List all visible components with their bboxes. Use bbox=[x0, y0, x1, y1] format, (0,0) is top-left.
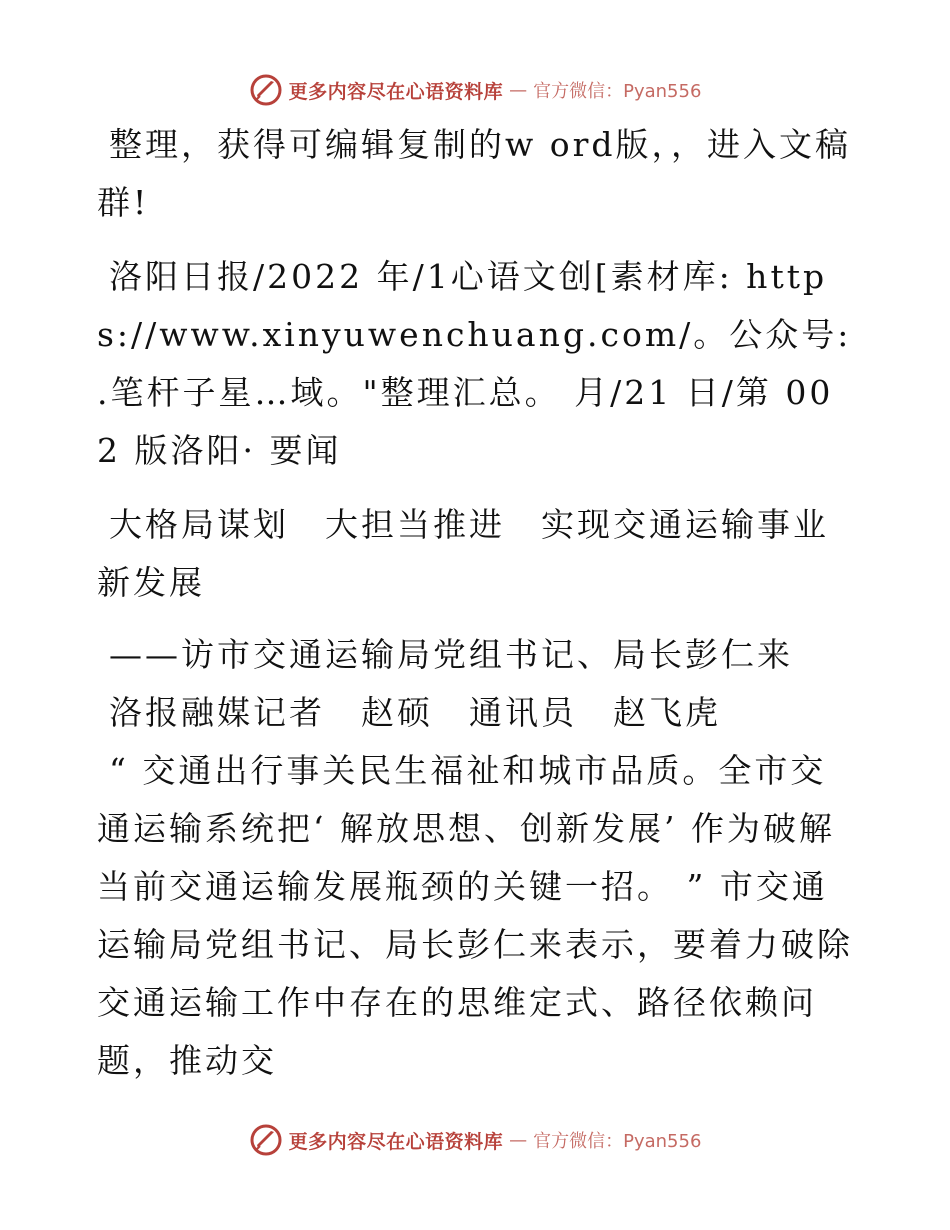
quill-logo-icon bbox=[249, 73, 283, 107]
intro-paragraph: 整理，获得可编辑复制的w ord版，，进入文稿群! bbox=[97, 125, 852, 222]
footer-watermark bbox=[0, 1120, 950, 1160]
document-body bbox=[97, 116, 857, 1090]
watermark-text: 更多内容尽在心语资料库 bbox=[288, 80, 504, 103]
watermark-contact: 官方微信：Pyan556 bbox=[533, 1131, 702, 1152]
watermark-dash: — bbox=[509, 79, 528, 101]
article-title: 大格局谋划 大担当推进 实现交通运输事业新发展 bbox=[97, 505, 829, 602]
watermark-text: 更多内容尽在心语资料库 bbox=[288, 1130, 504, 1153]
source-paragraph: 洛阳日报/2022 年/1心语文创[素材库: https://www.xinyuwenchuang.com/。公众号: .笔杆子星…域。"整理汇总。 月/21 日/第 002 版洛阳· 要闻 bbox=[97, 257, 852, 470]
body-paragraph: “ 交通出行事关民生福祉和城市品质。全市交通运输系统把‘ 解放思想、创新发展’ 作为破解当前交通运输发展瓶颈的关键一招。 ” 市交通运输局党组书记、局长彭仁来表示，要着力破除交通运输工作中存在的思维定式、路径依赖问题，推动交 bbox=[97, 751, 853, 1080]
quill-logo-icon bbox=[249, 1123, 283, 1157]
article-subtitle: ——访市交通运输局党组书记、局长彭仁来 bbox=[109, 635, 793, 674]
watermark-dash: — bbox=[509, 1129, 528, 1151]
header-watermark bbox=[0, 70, 950, 110]
watermark-contact: 官方微信：Pyan556 bbox=[533, 81, 702, 102]
byline: 洛报融媒记者 赵硕 通讯员 赵飞虎 bbox=[109, 693, 721, 732]
